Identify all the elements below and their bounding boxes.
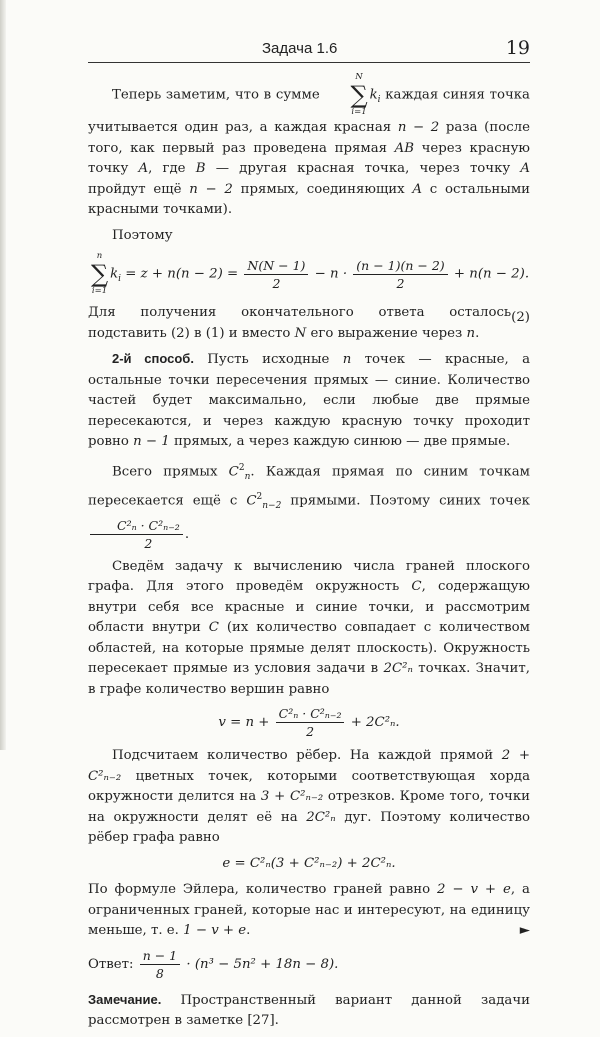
fraction: $\frac{N(N - 1)}{2}$	[244, 257, 308, 292]
page-number: 19	[505, 37, 530, 59]
header-title: Задача 1.6	[262, 40, 338, 57]
fraction: $\frac{(n - 1)(n - 2)}{2}$	[353, 257, 447, 292]
paragraph-6: Сведём задачу к вычислению числа граней плоского графа. Для этого проведём окружность C, содержащую внутри себя все красные и синие точки, и рассмотрим области внутри C (их количество совпадает с количеством областей, на которые прямые делят плоскость). Окружность пересекает прямые из условия задачи в 2C²ₙ точках. Значит, в графе количество вершин равно	[88, 558, 531, 697]
paragraph-method-2: 2-й способ. Пусть исходные n точек — красные, а остальные точки пересечения прямых — синие. Количество частей будет максимально, если любые две прямые пересекаются, и через каждую красную точку проходит ровно n − 1 прямых, а через каждую синюю — две прямые.	[88, 351, 530, 449]
paragraph-8: По формуле Эйлера, количество граней равно 2 − v + e, а ограниченных граней, которые нас и интересуют, на единицу меньше, т. е. 1 − v + e. ►	[88, 880, 530, 942]
method-heading: 2-й способ.	[112, 351, 194, 366]
running-header	[88, 37, 530, 63]
equation-edges: e = C²ₙ(3 + C²ₙ₋₂) + 2C²ₙ.	[222, 855, 396, 871]
equation-2: n ∑ i=1 $k_i = z + n(n - 2)$ = $\frac{N(N - 1)}{2}$ − n · $\frac{(n - 1)(n - 2)}{2}$ + n(n − 2). (2)	[88, 251, 530, 297]
paragraph-1: Теперь заметим, что в сумме N ∑ i=1 $k_i$ каждая синяя точка учитывается один раз, а каждая красная n − 2 раза (после того, как первый раз проведена прямая AB через красную точку A, где B — другая красная точка, через точку A пройдут ещё n − 2 прямых, соединяющих A с остальными красными точками).	[88, 72, 531, 217]
page-shadow	[0, 0, 6, 750]
remark-heading: Замечание.	[88, 991, 162, 1007]
answer-label: Ответ:	[88, 956, 134, 972]
answer: Ответ: $\frac{n - 1}{8}$ · (n³ − 5n² + 18n − 8).	[88, 947, 339, 981]
fraction: $\frac{\text{C²ₙ · C²ₙ₋₂}}{2}$	[90, 517, 183, 552]
paragraph-2: Поэтому	[112, 227, 173, 243]
equation-vertices: v = n + $\frac{\text{C²ₙ · C²ₙ₋₂}}{2}$ + 2C²ₙ.	[218, 706, 400, 740]
end-of-solution-icon: ►	[519, 923, 530, 939]
paragraph-7: Подсчитаем количество рёбер. На каждой прямой 2 + C²ₙ₋₂ цветных точек, которыми соответствующая хорда окружности делится на 3 + C²ₙ₋₂ отрезков. Кроме того, точки на окружности делят её на 2C²ₙ дуг. Поэтому количество рёбер графа равно	[88, 748, 531, 846]
main-text	[88, 72, 530, 1037]
sum-symbol: N ∑ i=1	[350, 72, 368, 117]
paragraph-3: Для получения окончательного ответа осталось подставить (2) в (1) и вместо N его выражение через n.	[88, 305, 512, 341]
paragraph-5: Всего прямых $C^2_n$. Каждая прямая по синим точкам пересекается ещё с $C^2_{n-2}$ прямыми. Поэтому синих точек $\frac{\text{C²ₙ · C²ₙ₋₂}}{2}$ .	[88, 462, 530, 551]
equation-label: (2)	[511, 310, 530, 325]
remark: Замечание. Пространственный вариант данной задачи рассмотрен в заметке [27].	[88, 991, 530, 1029]
